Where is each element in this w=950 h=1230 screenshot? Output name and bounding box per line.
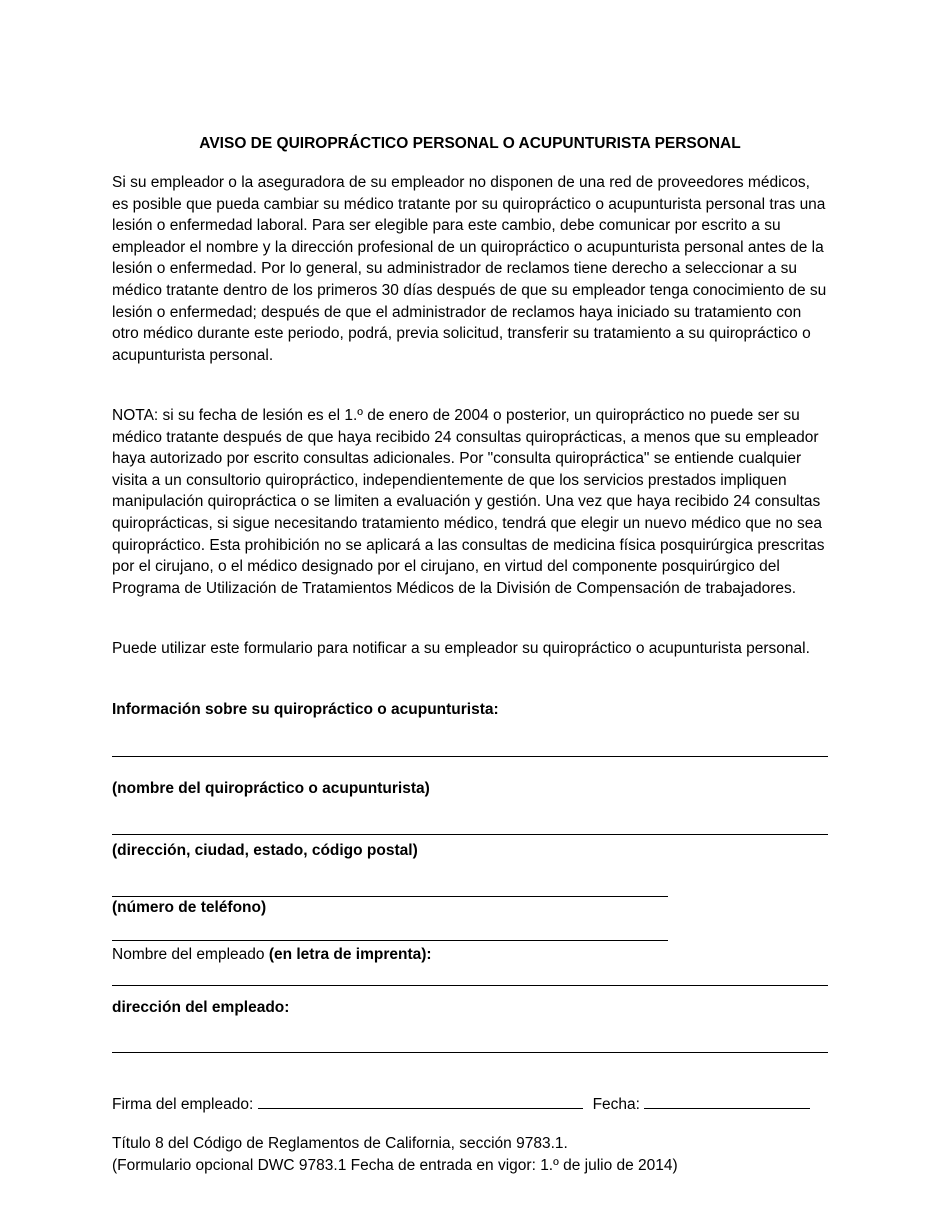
intro-paragraph: Si su empleador o la aseguradora de su empleador no disponen de una red de proveedores médicos, es posible que pueda cambiar su médico tratante por su quiropráctico o acupunturista personal tras una lesión o enfermedad laboral. Para ser elegible para este cambio, debe comunicar por escrito a su empleador el nombre y la dirección profesional de un quiropráctico o acupunturista personal antes de la lesión o enfermedad. Por lo general, su administrador de reclamos tiene derecho a seleccionar a su médico tratante dentro de los primeros 30 días después de que su empleador tenga conocimiento de su lesión o enfermedad; después de que el administrador de reclamos haya iniciado su tratamiento con otro médico durante este periodo, podrá, previa solicitud, transferir su tratamiento a su quiropráctico o acupunturista personal. xyxy=(112,174,827,364)
employee-address-label: dirección del empleado: xyxy=(112,999,290,1016)
employee-name-suffix: (en letra de imprenta): xyxy=(268,946,432,963)
provider-phone-line[interactable] xyxy=(112,896,668,897)
footer xyxy=(112,1133,678,1176)
provider-phone-label: (número de teléfono) xyxy=(112,899,267,916)
employee-name-line[interactable] xyxy=(112,985,828,986)
signature-label: Firma del empleado: xyxy=(112,1096,258,1113)
employee-name-prefix: Nombre del empleado xyxy=(112,946,269,963)
form-title: AVISO DE QUIROPRÁCTICO PERSONAL O ACUPUNTURISTA PERSONAL xyxy=(199,135,741,152)
provider-address-line[interactable] xyxy=(112,834,828,835)
provider-info-heading: Información sobre su quiropráctico o acupunturista: xyxy=(112,701,499,718)
employee-address-line[interactable] xyxy=(112,1052,828,1053)
usage-paragraph: Puede utilizar este formulario para notificar a su empleador su quiropráctico o acupunturista personal. xyxy=(112,640,810,657)
note-paragraph: NOTA: si su fecha de lesión es el 1.º de enero de 2004 o posterior, un quiropráctico no puede ser su médico tratante después de que haya recibido 24 consultas quiroprácticas, a menos que su empleador haya autorizado por escrito consultas adicionales. Por "consulta quiropráctica" se entiende cualquier visita a un consultorio quiropráctico, independientemente de que los servicios prestados impliquen manipulación quiropráctica o se limiten a evaluación y gestión. Una vez que haya recibido 24 consultas quiroprácticas, si sigue necesitando tratamiento médico, tendrá que elegir un nuevo médico que no sea quiropráctico. Esta prohibición no se aplicará a las consultas de medicina física posquirúrgica prescritas por el cirujano, o el médico designado por el cirujano, en virtud del componente posquirúrgico del Programa de Utilización de Tratamientos Médicos de la División de Compensación de trabajadores. xyxy=(112,407,825,597)
signature-row xyxy=(112,1094,810,1115)
provider-name-label: (nombre del quiropráctico o acupunturista) xyxy=(112,780,430,797)
separator-line xyxy=(112,940,668,941)
date-label: Fecha: xyxy=(592,1096,645,1113)
footer-regulation: Título 8 del Código de Reglamentos de California, sección 9783.1. xyxy=(112,1135,568,1152)
provider-name-line[interactable] xyxy=(112,756,828,757)
signature-field[interactable] xyxy=(258,1094,583,1109)
footer-form-info: (Formulario opcional DWC 9783.1 Fecha de entrada en vigor: 1.º de julio de 2014) xyxy=(112,1156,678,1174)
date-field[interactable] xyxy=(644,1094,810,1109)
employee-name-label xyxy=(112,945,432,965)
provider-address-label: (dirección, ciudad, estado, código postal) xyxy=(112,842,418,859)
